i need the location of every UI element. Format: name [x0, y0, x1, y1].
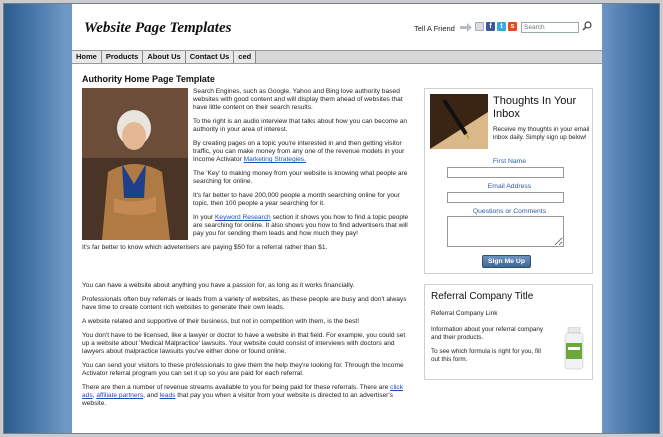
browser-frame — [3, 3, 660, 434]
signup-title: Thoughts In Your Inbox — [493, 95, 577, 120]
share-icons — [475, 22, 517, 31]
nav-item-ced[interactable]: ced — [234, 51, 256, 63]
first-name-field[interactable] — [447, 167, 564, 178]
paragraph: You can have a website about anything you have a passion for, as long as it works financially. — [82, 282, 355, 289]
referral-description: Information about your referral company and their products. — [431, 326, 544, 341]
first-name-label: First Name — [492, 158, 527, 165]
supplement-bottle-image — [563, 327, 585, 371]
comments-field[interactable] — [447, 216, 564, 247]
search-input[interactable] — [521, 22, 579, 33]
referral-title: Referral Company Title — [431, 291, 534, 302]
nav-item-products[interactable]: Products — [102, 51, 144, 63]
referral-link[interactable]: Referral Company Link — [431, 310, 498, 317]
twitter-icon[interactable]: t — [497, 22, 506, 31]
site-title[interactable]: Website Page Templates — [84, 20, 232, 36]
paragraph: In your Keyword Research section it shows you how to find a topic people are searching for online. It also shows you how to find advertisers that will pay you for sending them leads and how much they pay! — [193, 214, 409, 237]
paragraph: It's far better to know which adveterisers are paying $50 for a referral rather than $1. — [82, 244, 328, 251]
nav-item-contact-us[interactable]: Contact Us — [186, 51, 235, 63]
paragraph: By creating pages on a topic you're interested in and then getting visitor traffic, you can make money from any one of the revenue models in your Income Activator Marketing Strategies. — [193, 140, 405, 163]
page-title: Authority Home Page Template — [82, 74, 215, 84]
keyword-research-link[interactable]: Keyword Research — [215, 214, 271, 221]
intro-text — [82, 88, 414, 258]
paragraph: The 'Key' to making money from your website is knowing what people are searching for online. — [193, 170, 408, 185]
signup-description: Receive my thoughts in your email inbox daily. Simply sign up below! — [493, 126, 590, 141]
sign-me-up-button[interactable]: Sign Me Up — [482, 255, 531, 268]
email-label: Email Address — [487, 183, 532, 190]
facebook-icon[interactable]: f — [486, 22, 495, 31]
lower-text — [82, 282, 414, 414]
affiliate-partners-link[interactable]: affiliate partners — [96, 392, 144, 399]
paragraph: Search Engines, such as Google, Yahoo and Bing love authority based websites with good content and will display them ahead of websites that have little content on their search results. — [193, 88, 403, 111]
signup-box — [424, 88, 593, 274]
marketing-strategies-link[interactable]: Marketing Strategies. — [243, 156, 306, 163]
leads-link[interactable]: leads — [159, 392, 176, 399]
page-container — [72, 4, 602, 434]
paragraph: It's far better to have 200,000 people a month searching online for your topic, then 100 people a year searching for it. — [193, 192, 400, 207]
referral-cta: To see which formula is right for you, fill out this form. — [431, 348, 541, 363]
stumbleupon-icon[interactable]: s — [508, 22, 517, 31]
paragraph: You don't have to be licensed, like a lawyer or doctor to have a website in that field. For example, you could set up a website about 'Medical Malpractice' lawsuits. Your website could consist of interviews with doctors and lawyers about malpractice lawsuits you've either done or found online. — [82, 332, 406, 355]
tell-a-friend-label[interactable]: Tell A Friend — [414, 24, 455, 33]
paragraph: A website related and supportive of their business, but not in competition with them, is the best! — [82, 318, 360, 325]
paragraph: Professionals often buy referrals or leads from a variety of websites, as these people are busy and don't always have time to create content rich websites to generate their own leads. — [82, 296, 407, 311]
paragraph: To the right is an audio interview that talks about how you can become an authority in your area of interest. — [193, 118, 408, 133]
nav-item-about-us[interactable]: About Us — [143, 51, 185, 63]
email-field[interactable] — [447, 192, 564, 203]
comments-label: Questions or Comments — [472, 208, 547, 215]
paragraph: You can send your visitors to these professionals to give them the help they're looking for. Through the Income Activator referral program you can set it up so you are paid for each referral. — [82, 362, 404, 377]
referral-box — [424, 284, 593, 380]
arrow-right-icon — [460, 23, 472, 32]
nav-item-home[interactable]: Home — [72, 51, 102, 63]
search-icon[interactable] — [582, 21, 592, 31]
email-icon[interactable] — [475, 22, 484, 31]
click-ads-link[interactable]: click ads — [82, 384, 403, 399]
pen-writing-image — [430, 94, 488, 149]
paragraph: There are then a number of revenue streams available to you for being paid for these referrals. There are click ads, affiliate partners, and leads that pay you when a visitor from your website is directed to an advertiser's website. — [82, 384, 403, 407]
main-nav — [72, 50, 602, 64]
